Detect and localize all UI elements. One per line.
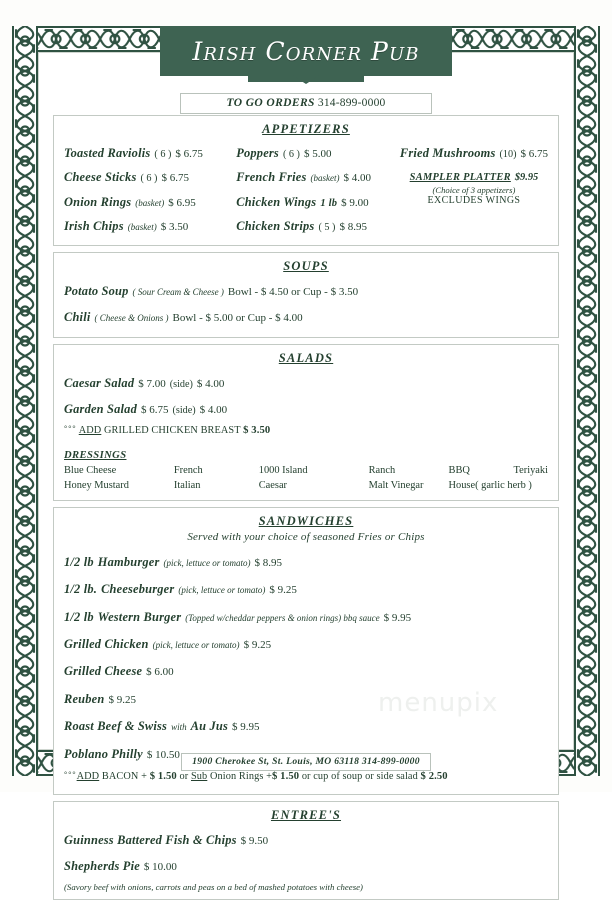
item-price: $ 9.50 (240, 835, 269, 848)
dressings-column (64, 463, 174, 493)
menu-item (64, 190, 236, 214)
menu-item (64, 713, 548, 739)
appetizers-column-3 (396, 141, 548, 238)
entree-note: (Savory beef with onions, carrots and peas on a bed of mashed potatoes with cheese) (64, 881, 363, 892)
item-name: Chicken Strips (236, 218, 315, 233)
item-name: Reuben (64, 691, 105, 706)
dressings-column (259, 463, 369, 493)
menu-item (64, 631, 548, 657)
item-price: $ 7.00 (138, 378, 166, 391)
restaurant-banner (161, 27, 451, 75)
item-qty: (basket) (135, 197, 165, 208)
item-name: Grilled Chicken (64, 636, 149, 651)
item-price: Bowl - $ 5.00 or Cup - $ 4.00 (172, 312, 303, 325)
item-desc: (pick, lettuce or tomato) (152, 639, 240, 650)
footer-address: 1900 Cherokee St, St. Louis, MO 63118 314-899-0000 (181, 753, 431, 771)
sampler-title: SAMPLER PLATTER (409, 172, 511, 183)
dressing-name: Caesar (258, 479, 288, 491)
menu-item (64, 604, 548, 630)
restaurant-name: Irish Corner Pub (192, 36, 420, 66)
sandwiches-title: SANDWICHES (258, 513, 354, 528)
item-name: Chicken Wings (236, 194, 317, 209)
salads-title: SALADS (278, 351, 334, 366)
dressing-name: French (173, 464, 203, 476)
item-price: $ 6.00 (146, 666, 174, 679)
item-name: Grilled Cheese (64, 664, 143, 679)
banner-tab-point (292, 75, 320, 84)
item-name: Shepherds Pie (64, 859, 140, 874)
item-name: Potato Soup (64, 284, 129, 299)
item-price: $ 6.75 (161, 172, 189, 185)
menu-item (64, 686, 548, 712)
item-qty: ( 6 ) (154, 149, 172, 160)
item-name: Poblano Philly (64, 746, 143, 761)
item-qty: ( 5 ) (318, 221, 336, 233)
entrees-title: ENTREE'S (270, 808, 342, 823)
section-soups (53, 252, 559, 338)
item-price: $ 10.50 (146, 748, 180, 761)
item-name: Fried Mushrooms (399, 146, 496, 160)
add-on-price-2: $ 1.50 (272, 770, 300, 782)
section-entrees (53, 801, 559, 900)
item-name: Cheeseburger (101, 582, 175, 597)
item-price: $ 9.95 (383, 611, 412, 624)
celtic-knot-right-icon (574, 26, 600, 776)
menu-item (64, 658, 548, 684)
item-price: $ 9.25 (269, 584, 297, 597)
add-on-text: GRILLED CHICKEN BREAST (104, 424, 241, 436)
item-side-label: (side) (169, 379, 193, 391)
item-price: $ 9.95 (231, 721, 260, 734)
dressing-name: Italian (173, 479, 201, 491)
item-side-label: (side) (172, 404, 196, 416)
item-desc: ( Cheese & Onions ) (94, 313, 169, 324)
item-name: Irish Chips (64, 218, 124, 233)
menu-item (236, 165, 396, 189)
item-qty: ( 6 ) (140, 173, 158, 185)
item-price: $ 9.25 (243, 638, 272, 651)
item-size: 1/2 lb (64, 554, 94, 569)
menu-item (64, 549, 548, 575)
item-price: $ 6.75 (520, 148, 548, 160)
menu-item (64, 278, 548, 304)
item-price: $ 4.00 (343, 172, 371, 185)
item-price: $ 5.00 (303, 148, 332, 160)
to-go-orders-bar (180, 93, 432, 114)
sampler-price: $9.95 (514, 172, 539, 183)
appetizers-column-2 (236, 141, 396, 238)
item-name: Chili (64, 310, 91, 325)
menu-item (64, 370, 548, 396)
item-qty: 1 lb (320, 197, 338, 209)
item-name: Guinness Battered Fish & Chips (64, 833, 237, 848)
item-price: Bowl - $ 4.50 or Cup - $ 3.50 (227, 286, 359, 299)
add-on-verb: ADD (78, 424, 102, 436)
menu-item (64, 165, 236, 189)
item-price: $ 10.00 (143, 861, 177, 874)
menu-item (64, 576, 548, 602)
item-desc: (pick, lettuce or tomato) (163, 557, 251, 568)
menu-item (236, 141, 396, 165)
menu-item (64, 304, 548, 330)
item-size: 1/2 lb. (64, 582, 98, 597)
item-name-suffix: Au Jus (190, 719, 228, 734)
dressing-name: Malt Vinegar (368, 479, 424, 491)
item-side-price: $ 4.00 (199, 403, 228, 416)
add-on-stars: °°° (64, 423, 77, 433)
item-name: Roast Beef & Swiss (64, 719, 168, 734)
add-on-price-3: $ 2.50 (420, 770, 448, 782)
menu-item (64, 141, 236, 165)
item-name: Western Burger (97, 609, 182, 624)
menu-item (236, 190, 396, 214)
menu-item (64, 214, 236, 238)
dressings-grid (64, 463, 548, 493)
soups-title: SOUPS (283, 259, 329, 274)
item-desc: (Topped w/cheddar peppers & onion rings) bbq sauce (185, 612, 380, 623)
item-price: $ 3.50 (160, 220, 189, 233)
dressings-column (514, 463, 548, 493)
item-desc: (pick, lettuce or tomato) (178, 585, 266, 596)
menu-item (236, 214, 396, 238)
item-desc: with (171, 722, 187, 733)
item-price: $ 8.95 (254, 556, 282, 569)
add-on-price: $ 3.50 (243, 424, 271, 436)
section-sandwiches (53, 507, 559, 795)
item-name: Caesar Salad (64, 376, 135, 391)
menu-item (64, 853, 548, 879)
item-name: Onion Rings (64, 194, 132, 209)
item-price: $ 6.95 (168, 196, 196, 209)
add-on-text-3: or cup of soup or side salad (301, 770, 418, 782)
add-on-text-2: Onion Rings + (210, 770, 273, 782)
celtic-knot-left-icon (12, 26, 38, 776)
item-qty: (basket) (310, 173, 340, 184)
dressing-name: Ranch (368, 464, 396, 476)
item-qty: (10) (499, 149, 517, 160)
item-desc: ( Sour Cream & Cheese ) (132, 287, 224, 298)
item-size: 1/2 lb (64, 609, 94, 624)
section-appetizers (53, 115, 559, 246)
item-price: $ 6.75 (140, 403, 169, 416)
appetizers-column-1 (64, 141, 236, 238)
item-price: $ 9.00 (341, 196, 369, 209)
add-on-conj: or (179, 770, 189, 782)
add-on-text: BACON + (101, 770, 148, 782)
item-qty: ( 6 ) (282, 149, 300, 160)
menu-item (64, 396, 548, 422)
add-on-stars: °°° (64, 769, 77, 779)
item-name: French Fries (236, 170, 307, 185)
to-go-label: TO GO ORDERS (226, 97, 315, 109)
dressing-name: House( garlic herb ) (448, 479, 532, 491)
menu-item (64, 827, 548, 853)
dressings-column (174, 463, 259, 493)
add-on-verb-2: Sub (190, 770, 208, 782)
dressings-column (369, 463, 449, 493)
menu-item (400, 141, 548, 165)
dressing-name: Blue Cheese (64, 464, 117, 476)
item-qty: (basket) (127, 221, 157, 232)
item-name: Poppers (236, 146, 279, 160)
menu-body (38, 36, 574, 892)
section-salads (53, 344, 559, 501)
item-price: $ 8.95 (339, 220, 367, 233)
sampler-choice: (Choice of 3 appetizers) (432, 185, 516, 195)
dressing-name: BBQ (448, 464, 470, 476)
item-side-price: $ 4.00 (196, 378, 225, 391)
item-price: $ 9.25 (108, 693, 136, 706)
sampler-platter (400, 167, 548, 206)
add-on-verb: ADD (76, 770, 100, 782)
item-name: Garden Salad (64, 401, 137, 416)
appetizers-title: APPETIZERS (262, 122, 350, 136)
dressing-name: Teriyaki (513, 464, 548, 476)
salad-add-on (64, 422, 548, 440)
add-on-price: $ 1.50 (149, 770, 177, 782)
sandwiches-subtitle: Served with your choice of seasoned Fries or Chips (187, 530, 425, 543)
dressing-name: 1000 Island (258, 464, 308, 476)
menupix-watermark: menupix (378, 688, 499, 718)
item-name: Toasted Raviolis (64, 146, 151, 160)
to-go-phone: 314-899-0000 (317, 97, 386, 109)
dressing-name: Honey Mustard (64, 479, 129, 491)
dressings-title: DRESSINGS (64, 449, 127, 461)
item-name: Cheese Sticks (64, 170, 137, 185)
celtic-border-frame (12, 26, 600, 892)
sampler-excludes: EXCLUDES WINGS (427, 195, 521, 206)
item-price: $ 6.75 (175, 148, 203, 160)
item-name: Hamburger (97, 554, 160, 569)
